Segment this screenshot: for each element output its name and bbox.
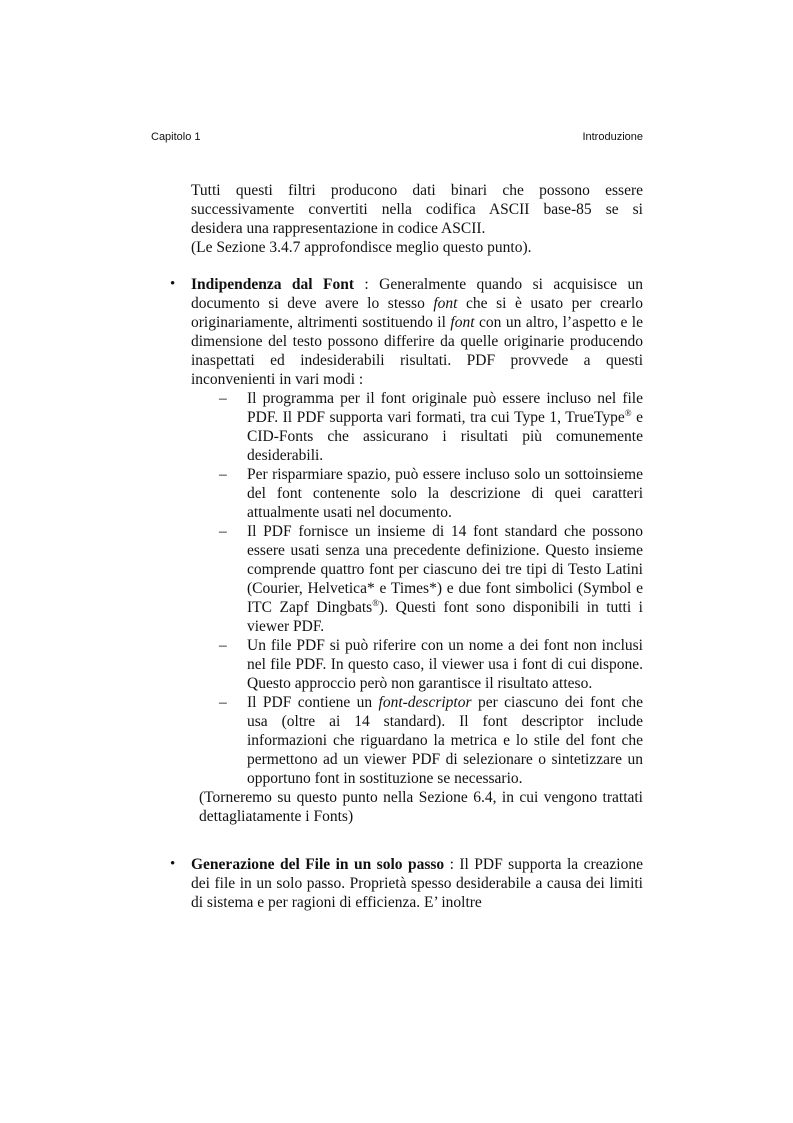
bullet-single-pass xyxy=(170,855,643,912)
sub-item: – Un file PDF si può riferire con un nome a dei font non inclusi nel file PDF. In questo caso, il viewer usa i font di cui dispone. Questo approccio però non garantisce il risultato atteso. xyxy=(219,637,643,692)
intro-paragraph xyxy=(191,181,643,257)
section-reference: (Le Sezione 3.4.7 approfondisce meglio questo punto). xyxy=(191,239,532,256)
chapter-label: Capitolo 1 xyxy=(151,131,201,143)
sub-item: – Il PDF fornisce un insieme di 14 font standard che possono essere usati senza una precedente definizione. Questo insieme comprende quattro font per ciascuno dei tre tipi di Testo Latini (Courier, Helvetica* e Times*) e due font simbolici (Symbol e ITC Zapf Dingbats®). Questi font sono disponibili in tutti i viewer PDF. xyxy=(219,523,643,635)
registered-mark: ® xyxy=(624,407,632,418)
bullet-title: Indipendenza dal Font xyxy=(191,276,354,293)
text-line: desidera una rappresentazione in codice ASCII. xyxy=(191,220,486,237)
running-header xyxy=(151,131,643,147)
bullet-title: Generazione del File in un solo passo xyxy=(191,856,445,873)
bullet-icon: • xyxy=(170,276,176,292)
registered-mark: ® xyxy=(372,597,380,608)
dash-icon: – xyxy=(219,466,227,483)
dash-icon: – xyxy=(219,523,227,540)
sub-item: – Per risparmiare spazio, può essere incluso solo un sottoinsieme del font contenente solo la descrizione di quei caratteri attualmente usati nel documento. xyxy=(219,466,643,521)
bullet-icon: • xyxy=(170,856,176,872)
dash-icon: – xyxy=(219,637,227,654)
text-line: Tutti questi filtri producono dati binari che possono essere xyxy=(191,182,643,199)
section-label: Introduzione xyxy=(582,131,643,143)
text-line: successivamente convertiti nella codifica ASCII base-85 se si xyxy=(191,201,643,218)
section-reference: (Torneremo su questo punto nella Sezione 6.4, in cui vengono trattati dettagliatamente i Fonts) xyxy=(199,789,643,825)
sub-item: – Il programma per il font originale può essere incluso nel file PDF. Il PDF supporta vari formati, tra cui Type 1, TrueType® e CID-Fonts che assicurano i risultati più comunemente desiderabili. xyxy=(219,390,643,464)
bullet-font-independence xyxy=(170,275,643,826)
font-independence-paragraph: Indipendenza dal Font : Generalmente quando si acquisisce un documento si deve avere lo stesso font che si è usato per crearlo originariamente, altrimenti sostituendo il font con un altro, l’aspetto e le dimensione del testo possono differire da quelle originarie producendo inaspettati ed indesiderabili risultati. PDF provvede a questi inconvenienti in vari modi : xyxy=(191,276,643,388)
dash-icon: – xyxy=(219,694,227,711)
dash-icon: – xyxy=(219,390,227,407)
single-pass-paragraph: Generazione del File in un solo passo : Il PDF supporta la creazione dei file in un solo passo. Proprietà spesso desiderabile a causa dei limiti di sistema e per ragioni di efficienza. E’ inoltre xyxy=(191,856,643,911)
sub-item: – Il PDF contiene un font-descriptor per ciascuno dei font che usa (oltre ai 14 standard). Il font descriptor include informazioni che riguardano la metrica e lo stile del font che permettono ad un viewer PDF di selezionare o sintetizzare un opportuno font in sostituzione se necessario. xyxy=(219,694,643,787)
